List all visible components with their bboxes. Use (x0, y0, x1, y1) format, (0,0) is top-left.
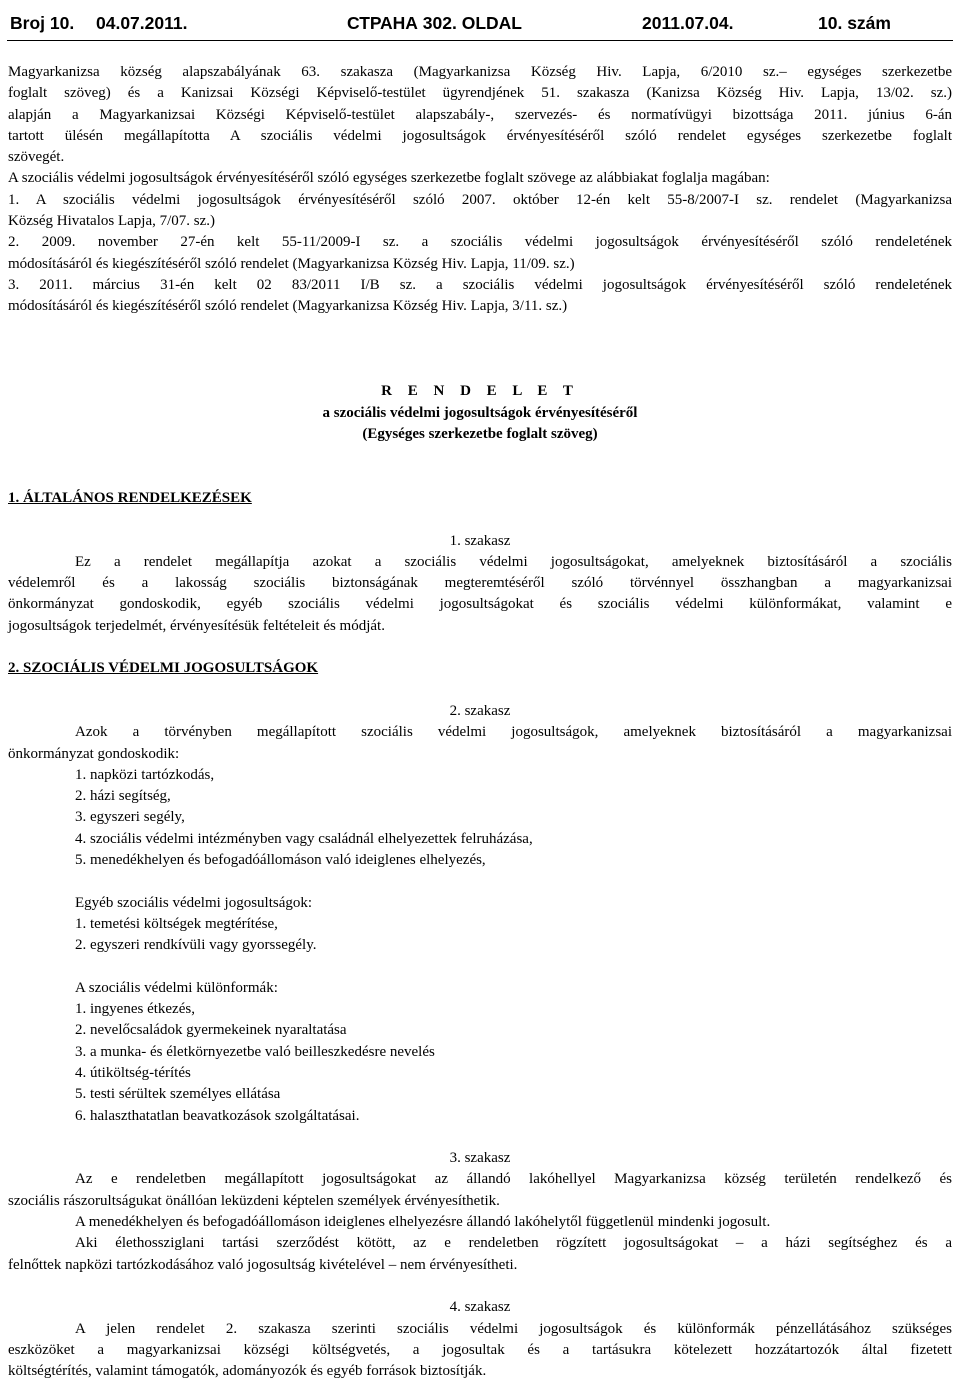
rights-list (8, 765, 952, 871)
list-item: 3. a munka- és életkörnyezetbe való beilleszkedésre nevelés (75, 1043, 435, 1060)
article-title: 2. szakasz (449, 702, 511, 719)
intro-line: tartott ülésén megállapította A szociális védelmi jogosultságok érvényesítéséről szóló rendelet egységes szerkezetbe foglalt (8, 127, 952, 144)
issue-label: Broj 10. (10, 13, 75, 33)
decree-title-main: R E N D E L E T (381, 383, 579, 400)
header-date-left: 04.07.2011. (96, 13, 188, 33)
article-line: Aki élethossziglani tartási szerződést kötött, az e rendeletben rögzített jogosultságokat – a házi segítséghez és a (75, 1235, 952, 1252)
list-heading: A szociális védelmi különformák: (75, 979, 278, 996)
list-item: 5. testi sérültek személyes ellátása (75, 1086, 281, 1103)
section-heading: 2. SZOCIÁLIS VÉDELMI JOGOSULTSÁGOK (8, 660, 319, 677)
article-line: Azok a törvényben megállapított szociális védelmi jogosultságok, amelyeknek biztosításáról a magyarkanizsai (75, 724, 952, 741)
list-item: 1. temetési költségek megtérítése, (75, 915, 278, 932)
list-item: 4. szociális védelmi intézményben vagy családnál elhelyezettek felruházása, (75, 830, 533, 847)
intro-line: A szociális védelmi jogosultságok érvényesítéséről szóló egységes szerkezetbe foglalt szövege az alábbiakat foglalja magában: (8, 170, 770, 187)
article-line: Ez a rendelet megállapítja azokat a szociális védelmi jogosultságokat, amelyeknek biztosításáról a szociális (75, 553, 952, 570)
intro-line: 1. A szociális védelmi jogosultságok érvényesítéséről szóló 2007. október 12-én kelt 55-8/2007-I sz. rendelet (Magyarkanizsa (8, 191, 952, 208)
article-line: szociális rászorultságukat önállóan leküzdeni képtelen személyek érvényesíthetik. (8, 1192, 500, 1209)
intro-line: 3. 2011. március 31-én kelt 02 83/2011 I/B sz. a szociális védelmi jogosultságok érvényesítéséről szóló rendeletének (8, 276, 952, 293)
special-forms-list (8, 999, 952, 1127)
list-heading: Egyéb szociális védelmi jogosultságok: (75, 894, 313, 911)
article-title: 3. szakasz (449, 1150, 511, 1167)
article-line: költségtérítés, valamint támogatók, adományozók és egyéb források biztosítják. (8, 1363, 487, 1380)
header-date-right: 2011.07.04. (642, 13, 734, 33)
list-item: 1. napközi tartózkodás, (75, 766, 215, 783)
section-heading: 1. ÁLTALÁNOS RENDELKEZÉSEK (8, 489, 252, 506)
list-item: 1. ingyenes étkezés, (75, 1001, 195, 1018)
page-label: СТРАНА 302. OLDAL (347, 13, 522, 33)
list-item: 3. egyszeri segély, (75, 809, 185, 826)
article-line: felnőttek napközi tartózkodásához való jogosultság kivételével – nem érvényesítheti. (8, 1256, 518, 1273)
list-item: 2. nevelőcsaládok gyermekeinek nyaraltatása (75, 1022, 347, 1039)
article-line: A menedékhelyen és befogadóállomáson ideiglenes elhelyezésre állandó lakóhelytől függetlenül mindenki jogosult. (75, 1214, 771, 1231)
intro-line: szövegét. (8, 149, 65, 166)
intro-line: módosításáról és kiegészítéséről szóló rendelet (Magyarkanizsa Község Hiv. Lapja, 3/11. sz.) (8, 298, 568, 315)
header-divider (7, 40, 953, 41)
page-header (10, 8, 950, 38)
list-item: 5. menedékhelyen és befogadóállomáson való ideiglenes elhelyezés, (75, 851, 486, 868)
document-body (8, 62, 952, 1382)
intro-line: Község Hivatalos Lapja, 7/07. sz.) (8, 213, 216, 230)
list-item: 6. halaszthatatlan beavatkozások szolgáltatásai. (75, 1107, 360, 1124)
list-item: 4. útiköltség-térítés (75, 1064, 191, 1081)
article-line: A jelen rendelet 2. szakasza szerinti szociális védelmi jogosultságok és különformák pénzellátásához szükséges (75, 1320, 952, 1337)
article-line: önkormányzat gondoskodik, egyéb szociális védelmi jogosultságokat és szociális védelmi különformákat, valamint e (8, 596, 952, 613)
intro-line: módosításáról és kiegészítéséről szóló rendelet (Magyarkanizsa Község Hiv. Lapja, 11/09. sz.) (8, 255, 575, 272)
article-line: védelemről és a lakosság szociális biztonságának megteremtéséről szóló törvénnyel összhangban a magyarkanizsai (8, 575, 952, 592)
intro-line: 2. 2009. november 27-én kelt 55-11/2009-I sz. a szociális védelmi jogosultságok érvényesítéséről szóló rendeletének (8, 234, 952, 251)
list-item: 2. egyszeri rendkívüli vagy gyorssegély. (75, 937, 317, 954)
intro-paragraph (8, 62, 952, 318)
article-line: önkormányzat gondoskodik: (8, 745, 180, 762)
article-line: eszközöket a magyarkanizsai községi költségvetés, a jogosultak és a tartásukra kötelezett hozzátartozók által fizetett (8, 1341, 952, 1358)
article-line: Az e rendeletben megállapított jogosultságokat az állandó lakóhellyel Magyarkanizsa község területén rendelkező és (75, 1171, 952, 1188)
list-item: 2. házi segítség, (75, 788, 171, 805)
intro-line: Magyarkanizsa község alapszabályának 63. szakasza (Magyarkanizsa Község Hiv. Lapja, 6/2010 sz.– egységes szerkezetbe (8, 64, 952, 80)
article-title: 4. szakasz (449, 1299, 511, 1316)
other-rights-list (8, 914, 952, 957)
decree-title-note: (Egységes szerkezetbe foglalt szöveg) (362, 426, 598, 443)
article-line: jogosultságok terjedelmét, érvényesítésük feltételeit és módját. (8, 617, 385, 634)
article-title: 1. szakasz (449, 532, 511, 549)
intro-line: foglalt szöveg) és a Kanizsai Községi Képviselő-testület ügyrendjének 51. szakasza (Kanizsa Község Hiv. Lapja, 13/02. sz.) (8, 85, 952, 102)
intro-line: alapján a Magyarkanizsai Községi Képviselő-testület alapszabály-, szervezés- és normatívügyi bizottsága 2011. június 6-án (8, 106, 952, 123)
decree-title (8, 381, 952, 445)
issue-number: 10. szám (818, 13, 891, 33)
decree-title-subject: a szociális védelmi jogosultságok érvényesítéséről (322, 404, 638, 421)
